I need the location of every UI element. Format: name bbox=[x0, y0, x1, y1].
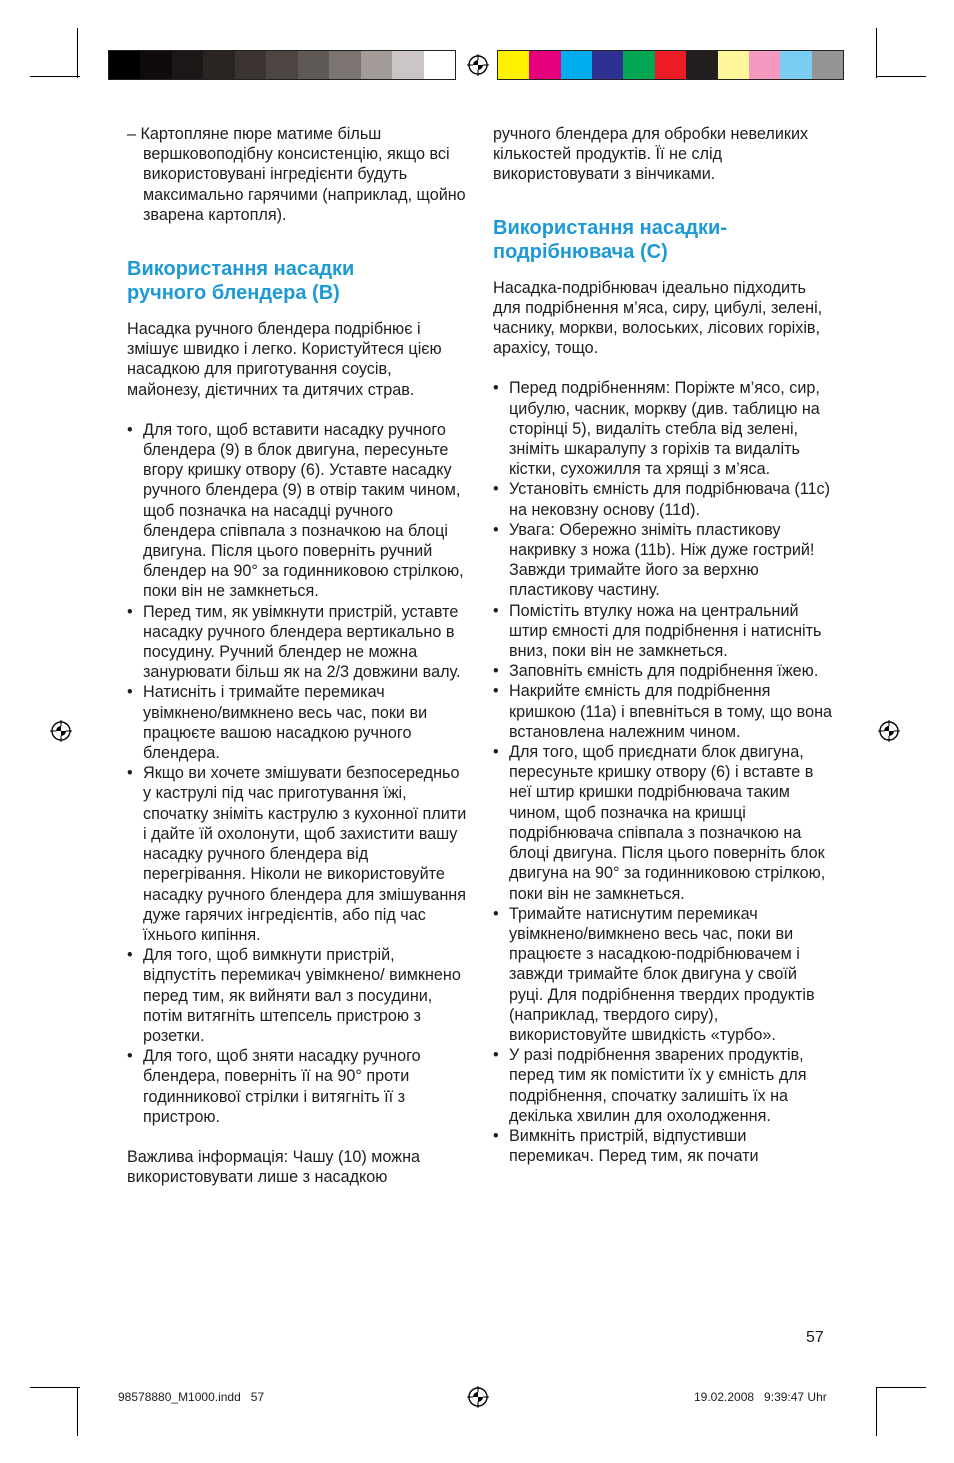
color-swatch bbox=[749, 51, 780, 79]
bullet-item: • Вимкніть пристрій, відпустивши перемикач. Перед тим, як почати bbox=[493, 1126, 833, 1166]
color-swatch bbox=[235, 51, 266, 79]
color-swatch bbox=[140, 51, 171, 79]
bullet-item: • Перед тим, як увімкнути пристрій, уставте насадку ручного блендера вертикально в посудину. Ручний блендер не можна занурювати більш як на 2/3 довжини валу. bbox=[127, 602, 467, 683]
footer-file-name: 98578880_M1000.indd 57 bbox=[118, 1390, 265, 1404]
color-swatch bbox=[298, 51, 329, 79]
crop-mark bbox=[30, 76, 80, 77]
left-column bbox=[127, 124, 467, 1187]
bullet-item: • Для того, щоб приєднати блок двигуна, пересуньте кришку отвору (6) і вставте в неї штир кришки подрібнювача таким чином, щоб позначка на кришці подрібнювача співпала з позначкою на блоці двигуна. Після цього поверніть блок двигуна на 90° за годинниковою стрілкою, поки він не замкнеться. bbox=[493, 742, 833, 904]
continuation-paragraph: ручного блендера для обробки невеликих кількостей продуктів. Її не слід використовувати з вінчиками. bbox=[493, 125, 809, 184]
bullet-item: • У разі подрібнення зварених продуктів, перед тим як помістити їх у ємність для подрібнення, спочатку залишіть їх на декілька хвилин для охолодження. bbox=[493, 1045, 833, 1126]
color-swatch bbox=[498, 51, 529, 79]
color-swatch bbox=[529, 51, 560, 79]
color-swatch bbox=[655, 51, 686, 79]
color-swatch bbox=[172, 51, 203, 79]
color-swatch bbox=[392, 51, 423, 79]
color-swatch bbox=[203, 51, 234, 79]
section-heading-chopper: Використання насадки-подрібнювача (C) bbox=[493, 216, 727, 263]
bullet-list bbox=[127, 420, 467, 1127]
bullet-item: • Перед подрібненням: Поріжте м’ясо, сир, цибулю, часник, моркву (див. таблицю на сторінці 5), видаліть стебла від зелені, зніміть шкаралупу з горіхів та видаліть кістки, сухожилля та хрящі з м’яса. bbox=[493, 378, 833, 479]
footer-datetime: 19.02.2008 9:39:47 Uhr bbox=[694, 1390, 827, 1404]
crop-mark bbox=[876, 1387, 926, 1388]
registration-mark-icon bbox=[467, 54, 489, 76]
color-swatch bbox=[329, 51, 360, 79]
crop-mark bbox=[876, 1388, 877, 1436]
color-swatch bbox=[623, 51, 654, 79]
color-swatch bbox=[561, 51, 592, 79]
bullet-item: • Установіть ємність для подрібнювача (11c) на нековзну основу (11d). bbox=[493, 479, 833, 519]
bullet-item: • Для того, щоб зняти насадку ручного блендера, поверніть її на 90° проти годинникової стрілки і витягніть її з пристрою. bbox=[127, 1046, 467, 1127]
section-heading-blender: Використання насадки ручного блендера (B) bbox=[127, 258, 355, 305]
color-swatch bbox=[424, 51, 455, 79]
bullet-item: • Для того, щоб вставити насадку ручного блендера (9) в блок двигуна, пересуньте вгору кришку отвору (6). Уставте насадку ручного блендера (9) в отвір таким чином, щоб позначка на насадці ручного блендера співпала з позначкою на блоці двигуна. Після цього поверніть ручний блендер на 90° за годинниковою стрілкою, поки він не замкнеться. bbox=[127, 420, 467, 602]
bullet-item: • Натисніть і тримайте перемикач увімкнено/вимкнено весь час, поки ви працюєте вашою насадкою ручного блендера. bbox=[127, 682, 467, 763]
color-swatch bbox=[592, 51, 623, 79]
page-number: 57 bbox=[806, 1329, 824, 1346]
grayscale-color-bar bbox=[108, 50, 456, 80]
bullet-item: • Тримайте натиснутим перемикач увімкнено/вимкнено весь час, поки ви працюєте з насадкою-подрібнювачем і завжди тримайте блок двигуна у своїй руці. Для подрібнення твердих продуктів (наприклад, твердого сиру), використовуйте швидкість «турбо». bbox=[493, 904, 833, 1045]
crop-mark bbox=[876, 76, 926, 77]
right-column bbox=[493, 124, 833, 1166]
crop-mark bbox=[77, 28, 78, 78]
color-swatch bbox=[361, 51, 392, 79]
bullet-item: • Помістіть втулку ножа на центральний штир ємності для подрібнення і натисніть вниз, поки він не замкнеться. bbox=[493, 601, 833, 662]
section-paragraph: Насадка-подрібнювач ідеально підходить для подрібнення м’яса, сиру, цибулі, зелені, часнику, моркви, волоських, лісових горіхів, арахісу, тощо. bbox=[493, 278, 823, 358]
crop-mark bbox=[876, 28, 877, 78]
color-swatch bbox=[109, 51, 140, 79]
crop-mark bbox=[77, 1388, 78, 1436]
registration-mark-icon bbox=[50, 720, 72, 742]
color-swatch bbox=[266, 51, 297, 79]
registration-mark-icon bbox=[878, 720, 900, 742]
intro-dash-item: – Картопляне пюре матиме більш вершковоподібну консистенцію, якщо всі використовувані інгредієнти будуть максимально гарячими (наприклад, щойно зварена картопля). bbox=[127, 125, 466, 224]
crop-mark bbox=[30, 1387, 80, 1388]
bullet-item: • Якщо ви хочете змішувати безпосередньо у каструлі під час приготування їжі, спочатку зніміть каструлю з кухонної плити і дайте їй охолонути, щоб захистити вашу насадку ручного блендера від перегрівання. Ніколи не використовуйте насадку ручного блендера для змішування дуже гарячих інгредієнтів, або під час їхнього кипіння. bbox=[127, 763, 467, 945]
bullet-list bbox=[493, 378, 833, 1166]
important-note: Важлива інформація: Чашу (10) можна використовувати лише з насадкою bbox=[127, 1147, 421, 1187]
color-swatch bbox=[686, 51, 717, 79]
color-swatch bbox=[812, 51, 843, 79]
bullet-item: • Заповніть ємність для подрібнення їжею. bbox=[493, 661, 833, 681]
color-swatch bbox=[780, 51, 811, 79]
bullet-item: • Накрийте ємність для подрібнення кришкою (11a) і впевніться в тому, що вона встановлена належним чином. bbox=[493, 681, 833, 742]
bullet-item: • Увага: Обережно зніміть пластикову накривку з ножа (11b). Ніж дуже гострий! Завжди тримайте його за верхню пластикову частину. bbox=[493, 520, 833, 601]
section-paragraph: Насадка ручного блендера подрібнює і змішує швидко і легко. Користуйтеся цією насадкою для приготування соусів, майонезу, дієтичних та дитячих страв. bbox=[127, 320, 442, 399]
bullet-item: • Для того, щоб вимкнути пристрій, відпустіть перемикач увімкнено/ вимкнено перед тим, як вийняти вал з посудини, потім витягніть штепсель пристрою з розетки. bbox=[127, 945, 467, 1046]
registration-mark-icon bbox=[467, 1386, 489, 1408]
color-swatch bbox=[718, 51, 749, 79]
process-color-bar bbox=[497, 50, 844, 80]
